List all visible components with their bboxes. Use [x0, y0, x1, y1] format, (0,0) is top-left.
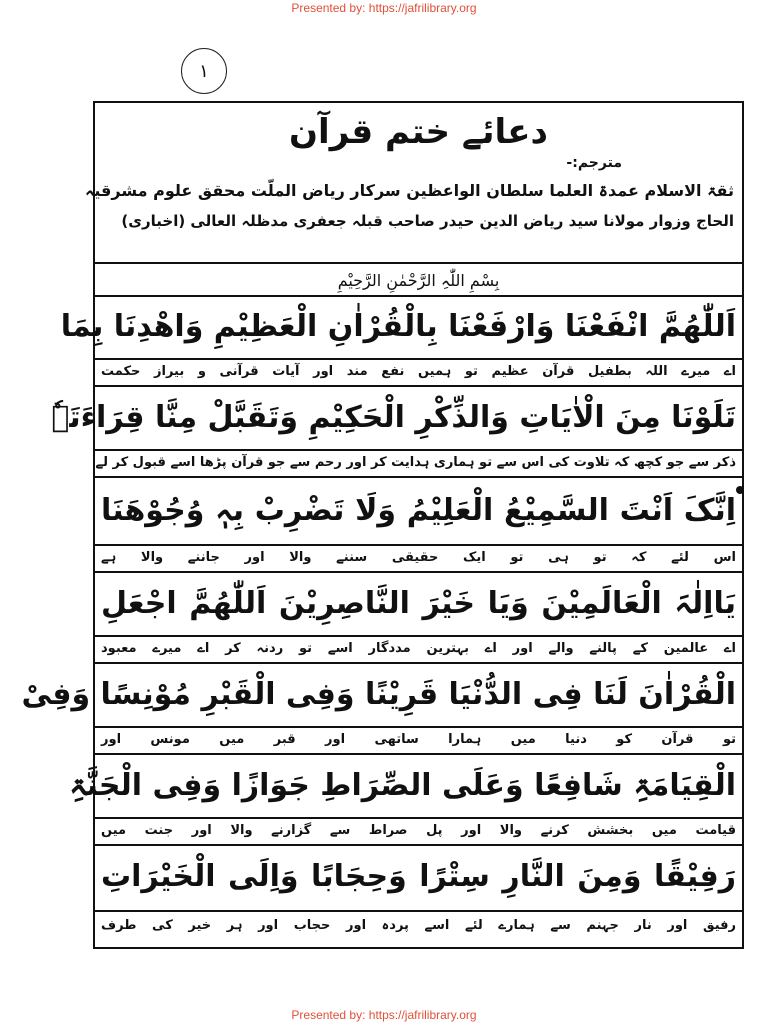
page-number: ١	[181, 48, 227, 94]
divider	[95, 476, 742, 478]
watermark-bottom: Presented by: https://jafrilibrary.org	[291, 1008, 477, 1022]
margin-dot	[736, 486, 744, 494]
divider	[95, 910, 742, 912]
arabic-line-5: الْقُرْاٰنَ لَنَا فِی الدُّنْیَا قَرِیْنًا وَفِی الْقَبْرِ مُوْنِسًا وَفِیْ	[21, 677, 736, 712]
urdu-translation-7: رفیق اور نار جہنم سے ہمارے لئے اسے پردہ اور حجاب اور ہر خیر کی طرف	[101, 918, 736, 933]
urdu-translation-3: اس لئے کہ تو ہی تو ایک حقیقی سننے والا اور جاننے والا ہے	[101, 550, 736, 565]
divider	[95, 262, 742, 264]
watermark-top: Presented by: https://jafrilibrary.org	[291, 1, 477, 15]
arabic-line-6: الْقِیَامَۃِ شَافِعًا وَعَلَی الصِّرَاطِ جَوَازًا وَفِی الْجَنَّۃِ	[69, 768, 736, 803]
urdu-translation-5: تو قرآن کو دنیا میں ہمارا ساتھی اور قبر میں مونس اور	[101, 732, 736, 747]
urdu-translation-2: ذکر سے جو کچھ کہ تلاوت کی اس سے تو ہماری ہدایت کر اور رحم سے جو قرآن پڑھا اسے قبول کر لے	[95, 455, 736, 470]
bismillah: بِسْمِ اللّٰہِ الرَّحْمٰنِ الرَّحِیْمِ	[337, 271, 500, 290]
urdu-translation-6: قیامت میں بخشش کرنے والا اور پل صراط سے گزارنے والا اور جنت میں	[101, 823, 736, 838]
arabic-line-7: رَفِیْقًا وَمِنَ النَّارِ سِتْرًا وَحِجَابًا وَاِلَی الْخَیْرَاتِ	[101, 859, 736, 894]
credit-line-2: الحاج وزوار مولانا سید ریاض الدین حیدر صاحب قبلہ جعفری مدظلہ العالی (اخباری)	[121, 212, 734, 230]
translator-label: مترجم:-	[566, 155, 622, 171]
document-title: دعائے ختم قرآن	[289, 112, 548, 152]
arabic-line-4: یَااِلٰہَ الْعَالَمِیْنَ وَیَا خَیْرَ النَّاصِرِیْنَ اَللّٰھُمَّ اجْعَلِ	[101, 586, 736, 621]
urdu-translation-1: اے میرے اللہ بطفیل قرآن عظیم تو ہمیں نفع مند اور آیات قرآنی و بیراز حکمت	[101, 364, 736, 379]
credit-line-1: ثقۃ الاسلام عمدۃ العلما سلطان الواعظین سرکار ریاض الملّت محقق علوم مشرقیہ	[85, 181, 734, 200]
arabic-line-1: اَللّٰھُمَّ انْفَعْنَا وَارْفَعْنَا بِالْقُرْاٰنِ الْعَظِیْمِ وَاهْدِنَا بِمَا	[60, 309, 736, 344]
urdu-translation-4: اے عالمین کے پالنے والے اور اے بہترین مددگار اسے تو ردنہ کر اے میرے معبود	[101, 641, 736, 656]
arabic-line-2: تَلَوْنَا مِنَ الْاٰیَاتِ وَالذِّکْرِ الْحَکِیْمِ وَتَقَبَّلْ مِنَّا قِرَاءَتَہٗ	[51, 400, 736, 435]
arabic-line-3: اِنَّکَ اَنْتَ السَّمِیْعُ الْعَلِیْمُ وَلَا تَضْرِبْ بِہٖ وُجُوْھَنَا	[101, 493, 736, 528]
